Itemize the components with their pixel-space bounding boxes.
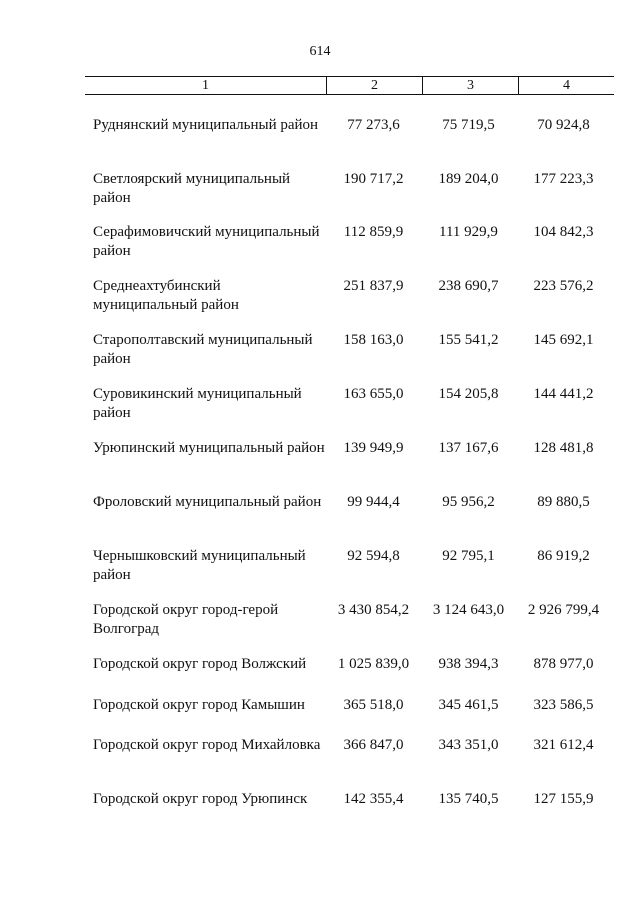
row-value-col-4: 127 155,9	[533, 791, 594, 807]
row-value-col-3: 189 204,0	[438, 171, 499, 187]
row-name: Городской округ город Урюпинск	[93, 791, 308, 807]
row-name: Светлоярский муниципальный район	[93, 171, 291, 206]
row-name: Руднянский муниципальный район	[93, 117, 319, 133]
row-value-col-3: 92 795,1	[442, 548, 495, 564]
row-name: Городской округ город-герой Волгоград	[93, 602, 279, 637]
row-value-col-2: 366 847,0	[343, 737, 404, 753]
row-name: Суровикинский муниципальный район	[93, 386, 302, 421]
row-value-col-3: 95 956,2	[442, 494, 495, 510]
row-value-col-4: 104 842,3	[533, 224, 594, 240]
row-value-col-2: 92 594,8	[347, 548, 400, 564]
row-value-col-2: 77 273,6	[347, 117, 400, 133]
row-value-col-3: 3 124 643,0	[432, 602, 505, 618]
row-value-col-2: 139 949,9	[343, 440, 404, 456]
row-value-col-2: 190 717,2	[343, 171, 404, 187]
row-value-col-3: 155 541,2	[438, 332, 499, 348]
row-value-col-2: 163 655,0	[343, 386, 404, 402]
row-value-col-4: 144 441,2	[533, 386, 594, 402]
row-value-col-4: 177 223,3	[533, 171, 594, 187]
row-value-col-4: 878 977,0	[533, 656, 594, 672]
row-value-col-2: 3 430 854,2	[337, 602, 410, 618]
row-name: Городской округ город Камышин	[93, 697, 305, 713]
table-header	[85, 76, 614, 95]
row-value-col-2: 99 944,4	[347, 494, 400, 510]
row-value-col-4: 323 586,5	[533, 697, 594, 713]
row-value-col-4: 145 692,1	[533, 332, 594, 348]
header-col-3: 3	[423, 77, 519, 95]
row-value-col-4: 128 481,8	[533, 440, 594, 456]
row-value-col-3: 343 351,0	[438, 737, 499, 753]
row-name: Городской округ город Михайловка	[93, 737, 321, 753]
row-name: Городской округ город Волжский	[93, 656, 307, 672]
row-value-col-3: 137 167,6	[438, 440, 499, 456]
row-value-col-3: 75 719,5	[442, 117, 495, 133]
row-value-col-4: 321 612,4	[533, 737, 594, 753]
row-value-col-3: 238 690,7	[438, 278, 499, 294]
row-value-col-3: 154 205,8	[438, 386, 499, 402]
row-value-col-3: 135 740,5	[438, 791, 499, 807]
row-value-col-4: 2 926 799,4	[527, 602, 600, 618]
header-col-1: 1	[85, 77, 327, 95]
row-value-col-3: 111 929,9	[439, 224, 498, 240]
row-value-col-4: 89 880,5	[537, 494, 590, 510]
row-value-col-2: 112 859,9	[343, 224, 404, 240]
header-col-4: 4	[519, 77, 615, 95]
page-number: 614	[309, 44, 331, 59]
row-name: Фроловский муниципальный район	[93, 494, 322, 510]
row-value-col-2: 365 518,0	[343, 697, 404, 713]
row-name: Урюпинский муниципальный район	[93, 440, 325, 456]
row-value-col-2: 251 837,9	[343, 278, 404, 294]
row-name: Серафимовичский муниципальный район	[93, 224, 320, 259]
row-name: Среднеахтубинский муниципальный район	[93, 278, 239, 313]
row-value-col-2: 142 355,4	[343, 791, 404, 807]
row-value-col-3: 938 394,3	[438, 656, 499, 672]
row-value-col-2: 158 163,0	[343, 332, 404, 348]
row-value-col-4: 86 919,2	[537, 548, 590, 564]
row-name: Старополтавский муниципальный район	[93, 332, 313, 367]
row-value-col-4: 70 924,8	[537, 117, 590, 133]
row-name: Чернышковский муниципальный район	[93, 548, 306, 583]
row-value-col-3: 345 461,5	[438, 697, 499, 713]
row-value-col-2: 1 025 839,0	[337, 656, 410, 672]
row-value-col-4: 223 576,2	[533, 278, 594, 294]
header-col-2: 2	[327, 77, 423, 95]
